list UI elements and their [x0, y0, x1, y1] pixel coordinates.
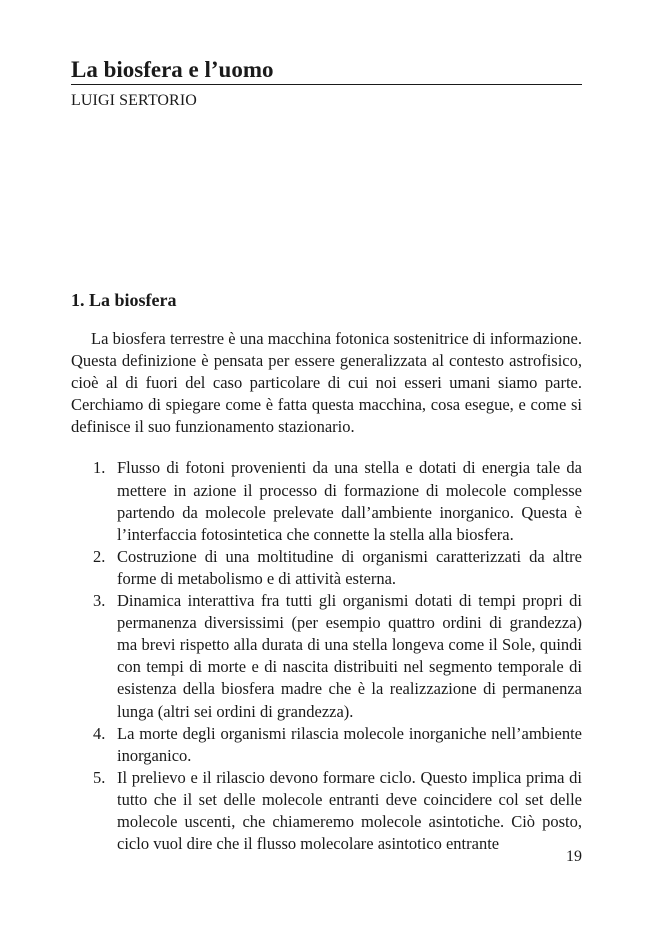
section-heading: 1. La biosfera: [71, 290, 177, 310]
list-item-text: Il prelievo e il rilascio devono formare ciclo. Questo implica prima di tutto che il set delle molecole entranti deve coincidere col set delle molecole uscenti, che chiameremo molecole asintotiche. Ciò posto, ciclo vuol dire che il flusso molecolare asintotico entrante: [117, 767, 582, 854]
author-name: LUIGI SERTORIO: [71, 92, 197, 109]
intro-paragraph: La biosfera terrestre è una macchina fotonica sostenitrice di informazione. Questa definizione è pensata per essere generalizzata al contesto astrofisico, cioè al di fuori del caso particolare di cui noi esseri umani siamo parte. Cerchiamo di spiegare come è fatta questa macchina, cosa esegue, e come si definisce il suo funzionamento stazionario.: [71, 329, 582, 437]
chapter-title: La biosfera e l’uomo: [71, 57, 274, 82]
list-item-number: 2.: [93, 546, 106, 566]
list-item: [71, 590, 582, 723]
list-item-number: 3.: [93, 591, 106, 611]
list-item-number: 1.: [93, 458, 106, 478]
list-item: [71, 546, 582, 590]
list-item-number: 5.: [93, 767, 106, 787]
list-item-text: Costruzione di una moltitudine di organismi caratterizzati da altre forme di metabolismo e di attività esterna.: [117, 546, 582, 588]
body-text: [71, 328, 582, 855]
list-item-number: 4.: [93, 723, 106, 743]
page-number: 19: [566, 848, 582, 865]
list-item-text: Dinamica interattiva fra tutti gli organismi dotati di tempi propri di permanenza diversissimi (per esempio quattro ordini di grandezza) ma brevi rispetto alla durata di una stella longeva come il Sole, quindi con tempi di morte e di nascita distribuiti nel segmento temporale di esistenza della biosfera madre che è la realizzazione di permanenza lunga (altri sei ordini di grandezza).: [117, 591, 582, 721]
list-item: [71, 723, 582, 767]
list-item: [71, 457, 582, 545]
list-item-text: La morte degli organismi rilascia molecole inorganiche nell’ambiente inorganico.: [117, 723, 582, 765]
list-item-text: Flusso di fotoni provenienti da una stella e dotati di energia tale da mettere in azione il processo di formazione di molecole complesse partendo da molecole prelevate dall’ambiente inorganico. Questa è l’interfaccia fotosintetica che connette la stella alla biosfera.: [117, 458, 582, 544]
title-rule: [71, 84, 582, 85]
list-item: [71, 767, 582, 855]
numbered-list: [71, 457, 582, 855]
